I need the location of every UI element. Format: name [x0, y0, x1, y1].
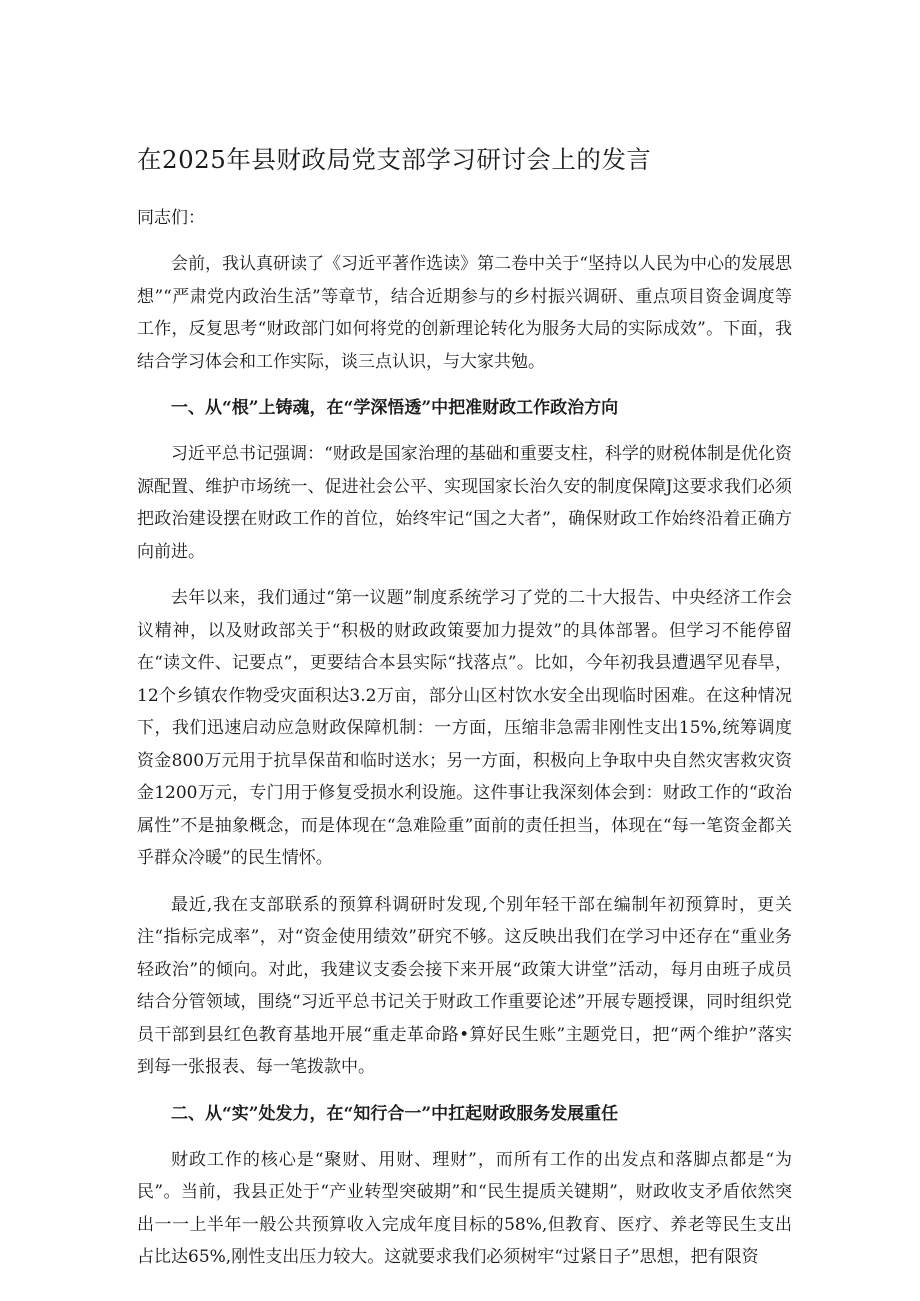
- salutation: 同志们：: [137, 208, 205, 228]
- document-title: 在2025年县财政局党支部学习研讨会上的发言: [137, 145, 652, 174]
- paragraph-fiscal-core: 财政工作的核心是“聚财、用财、理财”，而所有工作的出发点和落脚点都是“为民”。当前，我县正处于“产业转型突破期”和“民生提质关键期”，财政收支矛盾依然突出一一上半年一般公共预算收入完成年度目标的58%,但教育、医疗、养老等民生支出占比达65%,刚性支出压力较大。这就要求我们必须树牢“过紧日子”思想，把有限资: [137, 1149, 792, 1267]
- paragraph-drought-response: 去年以来，我们通过“第一议题”制度系统学习了党的二十大报告、中央经济工作会议精神，以及财政部关于“积极的财政政策要加力提效”的具体部署。但学习不能停留在“读文件、记要点”，更要结合本县实际“找落点”。比如，今年初我县遭遇罕见春旱，12个乡镇农作物受灾面积达3.2万亩，部分山区村饮水安全出现临时困难。在这种情况下，我们迅速启动应急财政保障机制：一方面，压缩非急需非刚性支出15%,统筹调度资金800万元用于抗旱保苗和临时送水；另一方面，积极向上争取中央自然灾害救灾资金1200万元，专门用于修复受损水利设施。这件事让我深刻体会到：财政工作的“政治属性”不是抽象概念，而是体现在“急难险重”面前的责任担当，体现在“每一笔资金都关乎群众冷暖”的民生情怀。: [137, 588, 792, 868]
- section-heading-1: 一、从“根”上铸魂，在“学深悟透”中把准财政工作政治方向: [171, 398, 619, 418]
- paragraph-quote: 习近平总书记强调：“财政是国家治理的基础和重要支柱，科学的财税体制是优化资源配置、维护市场统一、促进社会公平、实现国家长治久安的制度保障J这要求我们必须把政治建设摆在财政工作的首位，始终牢记“国之大者”，确保财政工作始终沿着正确方向前进。: [137, 444, 792, 562]
- paragraph-intro: 会前，我认真研读了《习近平著作选读》第二卷中关于“坚持以人民为中心的发展思想”“严肃党内政治生活”等章节，结合近期参与的乡村振兴调研、重点项目资金调度等工作，反复思考“财政部门如何将党的创新理论转化为服务大局的实际成效”。下面，我结合学习体会和工作实际，谈三点认识，与大家共勉。: [137, 254, 792, 372]
- paragraph-budget-research: 最近,我在支部联系的预算科调研时发现,个别年轻干部在编制年初预算时，更关注“指标完成率”，对“资金使用绩效”研究不够。这反映出我们在学习中还存在“重业务轻政治”的倾向。对此，我建议支委会接下来开展“政策大讲堂”活动，每月由班子成员结合分管领域，围绕“习近平总书记关于财政工作重要论述”开展专题授课，同时组织党员干部到县红色教育基地开展“重走革命路•算好民生账”主题党日，把“两个维护”落实到每一张报表、每一笔拨款中。: [137, 894, 792, 1077]
- section-heading-2: 二、从“实”处发力，在“知行合一”中扛起财政服务发展重任: [171, 1103, 619, 1124]
